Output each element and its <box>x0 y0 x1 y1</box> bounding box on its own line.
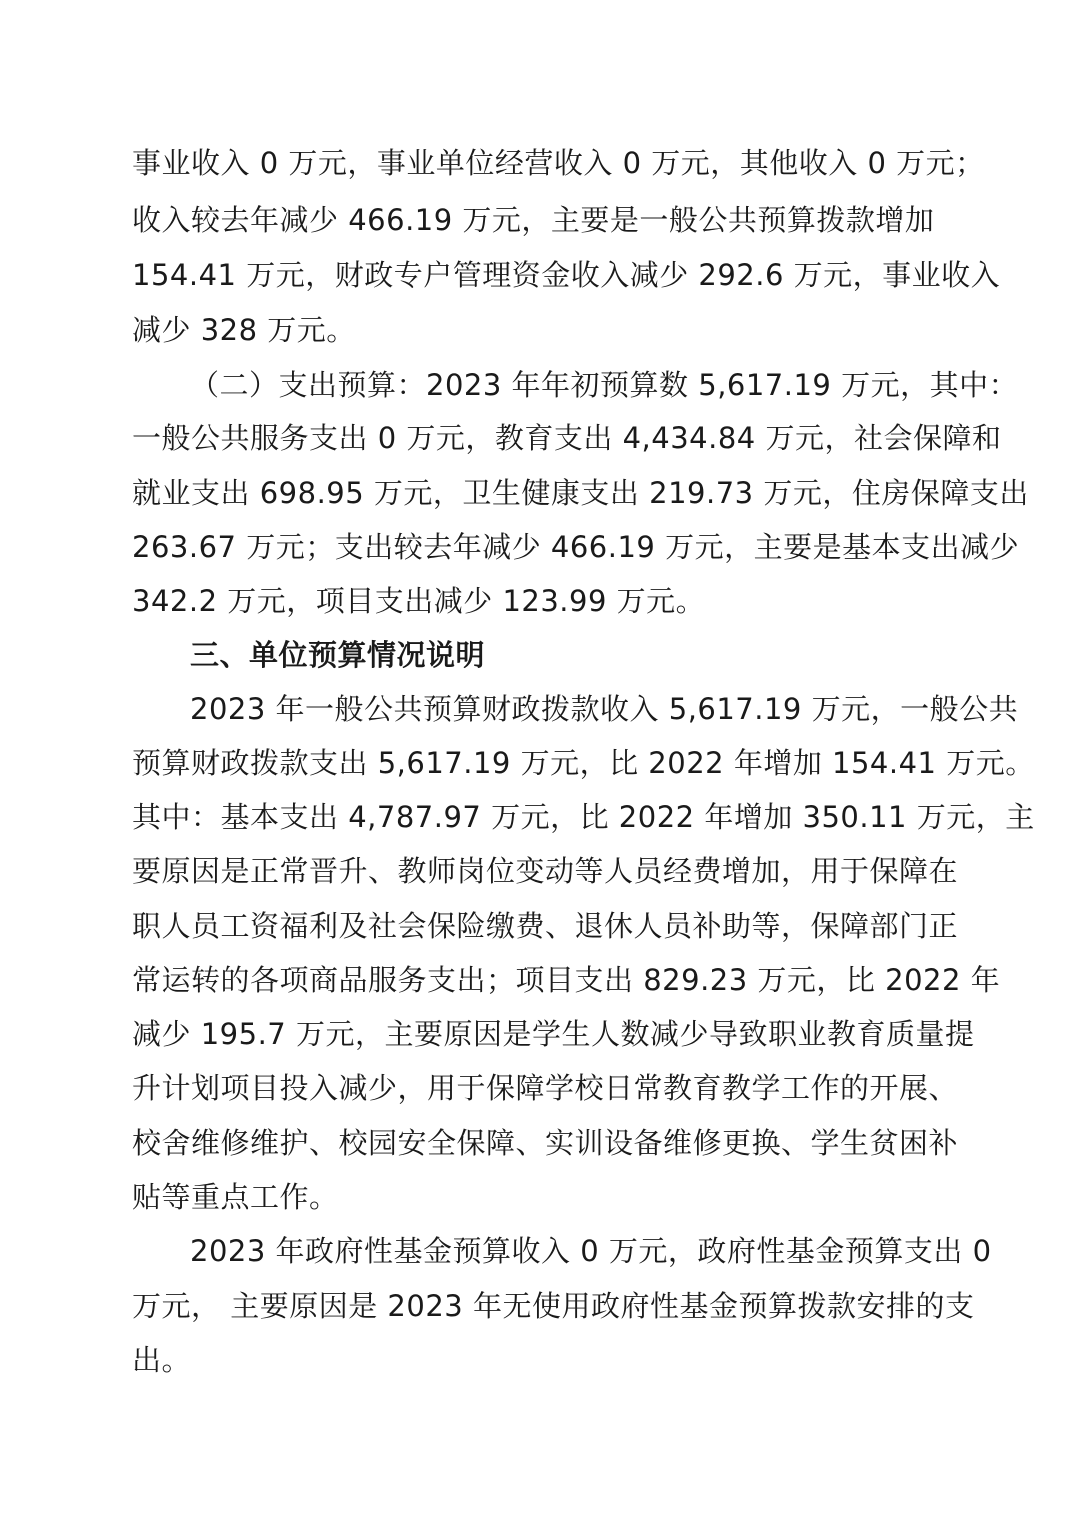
paragraph-line: 事业收入 0 万元，事业单位经营收入 0 万元，其他收入 0 万元； <box>132 146 985 180</box>
paragraph-line: 减少 195.7 万元，主要原因是学生人数减少导致职业教育质量提 <box>132 1017 975 1051</box>
section-heading: 三、单位预算情况说明 <box>190 638 486 672</box>
paragraph-line: 常运转的各项商品服务支出；项目支出 829.23 万元，比 2022 年 <box>132 963 1001 997</box>
paragraph-line: 2023 年一般公共预算财政拨款收入 5,617.19 万元，一般公共 <box>190 692 1019 726</box>
paragraph-line: 就业支出 698.95 万元，卫生健康支出 219.73 万元，住房保障支出 <box>132 476 1029 510</box>
paragraph-line: 收入较去年减少 466.19 万元，主要是一般公共预算拨款增加 <box>132 203 935 237</box>
paragraph-line: 预算财政拨款支出 5,617.19 万元，比 2022 年增加 154.41 万元。 <box>132 746 1035 780</box>
paragraph-line: 一般公共服务支出 0 万元，教育支出 4,434.84 万元，社会保障和 <box>132 421 1002 455</box>
paragraph-line: 职人员工资福利及社会保险缴费、退休人员补助等，保障部门正 <box>132 909 959 943</box>
paragraph-line: 出。 <box>132 1343 192 1377</box>
paragraph-line: 342.2 万元，项目支出减少 123.99 万元。 <box>132 584 706 618</box>
paragraph-line: （二）支出预算：2023 年年初预算数 5,617.19 万元，其中： <box>190 368 1019 402</box>
paragraph-line: 万元， 主要原因是 2023 年无使用政府性基金预算拨款安排的支 <box>132 1289 975 1323</box>
paragraph-line: 263.67 万元；支出较去年减少 466.19 万元，主要是基本支出减少 <box>132 530 1020 564</box>
paragraph-line: 2023 年政府性基金预算收入 0 万元，政府性基金预算支出 0 <box>190 1234 992 1268</box>
paragraph-line: 要原因是正常晋升、教师岗位变动等人员经费增加，用于保障在 <box>132 854 959 888</box>
paragraph-line: 154.41 万元，财政专户管理资金收入减少 292.6 万元，事业收入 <box>132 258 1001 292</box>
paragraph-line: 其中：基本支出 4,787.97 万元，比 2022 年增加 350.11 万元，主 <box>132 800 1035 834</box>
paragraph-line: 贴等重点工作。 <box>132 1180 339 1214</box>
paragraph-line: 升计划项目投入减少，用于保障学校日常教育教学工作的开展、 <box>132 1071 959 1105</box>
paragraph-line: 减少 328 万元。 <box>132 313 356 347</box>
paragraph-line: 校舍维修维护、校园安全保障、实训设备维修更换、学生贫困补 <box>132 1126 959 1160</box>
